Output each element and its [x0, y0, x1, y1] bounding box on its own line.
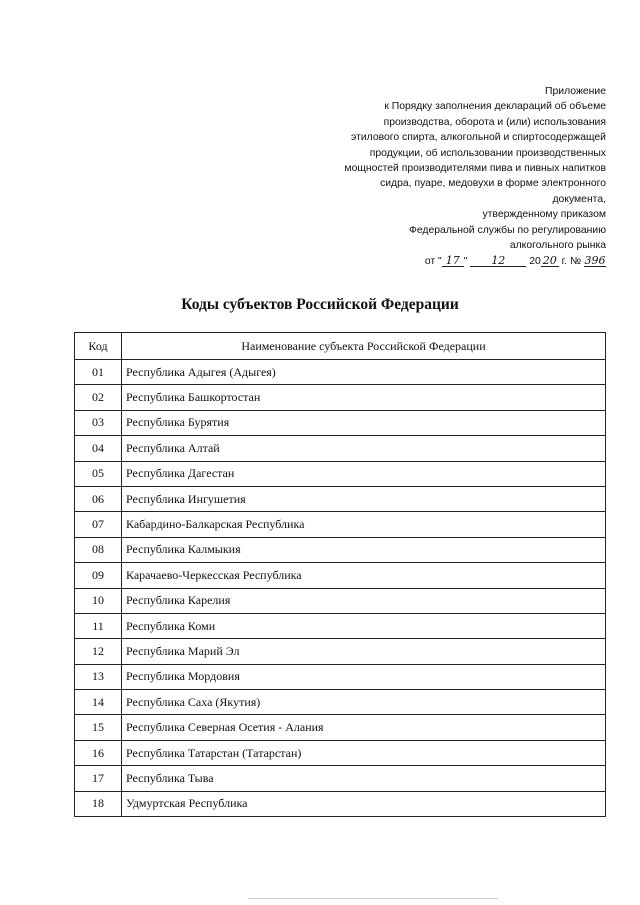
cell-name: Республика Ингушетия [122, 486, 606, 511]
table-row [75, 613, 606, 638]
column-header-name: Наименование субъекта Российской Федерации [122, 333, 606, 360]
cell-code: 11 [75, 613, 122, 638]
cell-name: Кабардино-Балкарская Республика [122, 512, 606, 537]
cell-code: 03 [75, 410, 122, 435]
cell-name: Республика Марий Эл [122, 639, 606, 664]
header-line: к Порядку заполнения деклараций об объеме [384, 101, 606, 113]
cell-name: Республика Бурятия [122, 410, 606, 435]
order-month: 12 [470, 255, 526, 267]
cell-name: Республика Адыгея (Адыгея) [122, 360, 606, 385]
cell-code: 07 [75, 512, 122, 537]
table-row [75, 639, 606, 664]
subjects-table [74, 332, 606, 817]
cell-code: 13 [75, 664, 122, 689]
cell-name: Республика Тыва [122, 766, 606, 791]
header-line: производства, оборота и (или) использования [383, 116, 606, 128]
table-row [75, 715, 606, 740]
table-row [75, 766, 606, 791]
cell-name: Республика Саха (Якутия) [122, 690, 606, 715]
cell-name: Республика Алтай [122, 436, 606, 461]
cell-code: 05 [75, 461, 122, 486]
table-row [75, 410, 606, 435]
order-number-label: г. № [561, 256, 582, 268]
table-row [75, 791, 606, 816]
order-prefix: от " [424, 256, 442, 268]
table-row [75, 740, 606, 765]
table-row [75, 690, 606, 715]
table-row [75, 461, 606, 486]
scan-edge-line [248, 898, 498, 899]
cell-code: 08 [75, 537, 122, 562]
cell-name: Республика Дагестан [122, 461, 606, 486]
header-line: документа, [552, 193, 606, 205]
header-line: Приложение [545, 86, 606, 97]
cell-code: 09 [75, 563, 122, 588]
cell-name: Республика Северная Осетия - Алания [122, 715, 606, 740]
header-line: продукции, об использовании производственных [369, 147, 606, 159]
cell-code: 15 [75, 715, 122, 740]
header-line: Федеральной службы по регулированию [408, 224, 606, 236]
cell-name: Республика Коми [122, 613, 606, 638]
cell-code: 06 [75, 486, 122, 511]
cell-name: Республика Мордовия [122, 664, 606, 689]
cell-code: 14 [75, 690, 122, 715]
cell-code: 10 [75, 588, 122, 613]
table-row [75, 385, 606, 410]
column-header-code: Код [75, 333, 122, 360]
order-year-suffix: 20 [542, 254, 557, 268]
order-quote: " [463, 256, 468, 268]
cell-code: 17 [75, 766, 122, 791]
cell-code: 18 [75, 791, 122, 816]
table-row [75, 512, 606, 537]
header-line: сидра, пуаре, медовухи в форме электронного [380, 178, 606, 190]
cell-name: Республика Калмыкия [122, 537, 606, 562]
order-number: 396 [584, 254, 606, 268]
order-day: 17 [442, 255, 464, 267]
cell-code: 02 [75, 385, 122, 410]
header-line: алкогольного рынка [509, 240, 606, 252]
order-year-prefix: 20 [529, 256, 541, 268]
cell-name: Республика Татарстан (Татарстан) [122, 740, 606, 765]
cell-code: 12 [75, 639, 122, 664]
table-row [75, 360, 606, 385]
table-row [75, 664, 606, 689]
header-line: мощностей производителями пива и пивных напитков [344, 163, 606, 175]
cell-name: Республика Башкортостан [122, 385, 606, 410]
table-row [75, 563, 606, 588]
cell-name: Карачаево-Черкесская Республика [122, 563, 606, 588]
table-header-row [75, 333, 606, 360]
cell-name: Республика Карелия [122, 588, 606, 613]
header-line: этилового спирта, алкогольной и спиртосодержащей [351, 132, 606, 144]
appendix-header [286, 84, 606, 270]
table-row [75, 436, 606, 461]
document-title: Коды субъектов Российской Федерации [181, 296, 459, 313]
order-date-number [286, 254, 606, 269]
cell-code: 01 [75, 360, 122, 385]
cell-name: Удмуртская Республика [122, 791, 606, 816]
header-line: утвержденному приказом [482, 209, 606, 221]
cell-code: 04 [75, 436, 122, 461]
table-row [75, 588, 606, 613]
table-row [75, 537, 606, 562]
table-row [75, 486, 606, 511]
cell-code: 16 [75, 740, 122, 765]
